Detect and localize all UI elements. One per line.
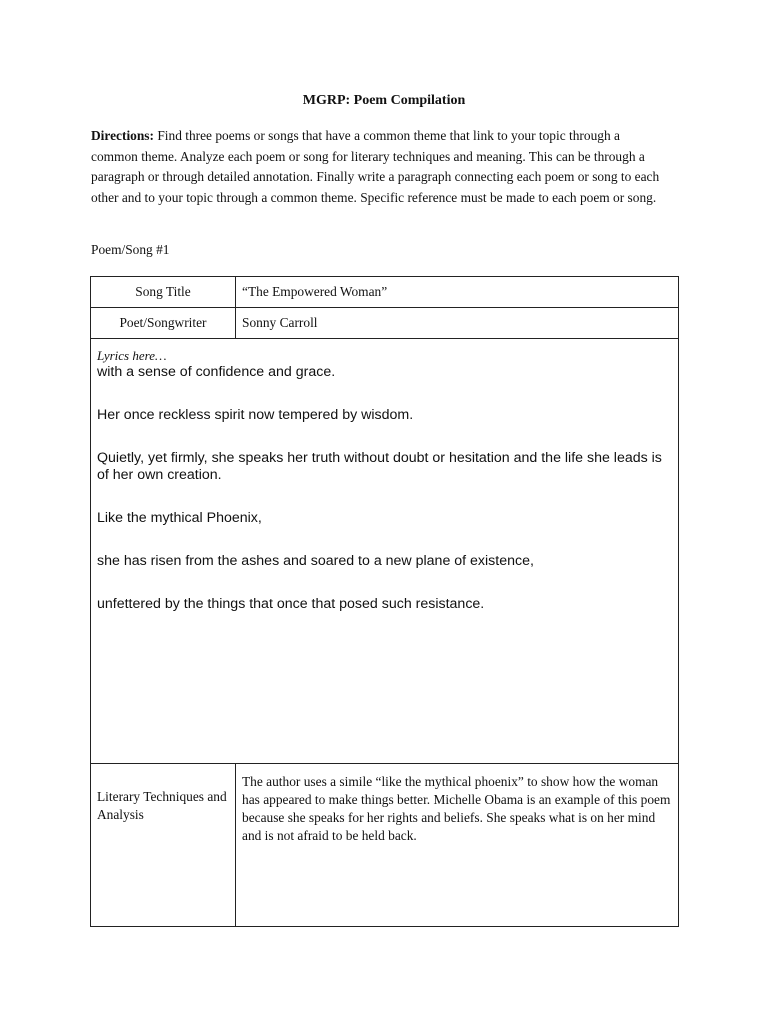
lyrics-placeholder: Lyrics here… — [97, 348, 167, 363]
songwriter-label: Poet/Songwriter — [91, 308, 236, 339]
analysis-label: Literary Techniques and Analysis — [91, 764, 236, 927]
directions-paragraph — [91, 126, 661, 208]
directions-text: Find three poems or songs that have a common theme that link to your topic through a common theme. Analyze each poem or song for literary techniques and meaning. This can be through a paragraph or through detailed annotation. Finally write a paragraph connecting each poem or song to each other and to your topic through a common theme. Specific reference must be made to each poem or song. — [91, 128, 660, 205]
song-title-value: “The Empowered Woman” — [236, 277, 679, 308]
songwriter-value: Sonny Carroll — [236, 308, 679, 339]
poem-section-label: Poem/Song #1 — [91, 242, 170, 257]
lyrics-cell — [91, 339, 679, 764]
page-title: MGRP: Poem Compilation — [302, 93, 466, 108]
poem-table — [90, 276, 679, 927]
analysis-row — [91, 764, 679, 927]
song-title-label: Song Title — [91, 277, 236, 308]
lyric-line: she has risen from the ashes and soared to a new plane of existence, — [97, 553, 534, 569]
lyric-line: Like the mythical Phoenix, — [97, 510, 262, 526]
song-title-row — [91, 277, 679, 308]
lyric-line: unfettered by the things that once that posed such resistance. — [97, 596, 485, 612]
lyric-line: Her once reckless spirit now tempered by wisdom. — [97, 407, 414, 423]
lyric-line: with a sense of confidence and grace. — [97, 364, 336, 380]
lyrics-row — [91, 339, 679, 764]
songwriter-row — [91, 308, 679, 339]
directions-label: Directions: — [91, 128, 154, 143]
lyric-line: Quietly, yet firmly, she speaks her truth without doubt or hesitation and the life she leads is of her own creation. — [97, 450, 662, 483]
analysis-text: The author uses a simile “like the mythical phoenix” to show how the woman has appeared to make things better. Michelle Obama is an example of this poem because she speaks for her rights and beliefs. She speaks what is on her mind and is not afraid to be held back. — [236, 764, 679, 927]
